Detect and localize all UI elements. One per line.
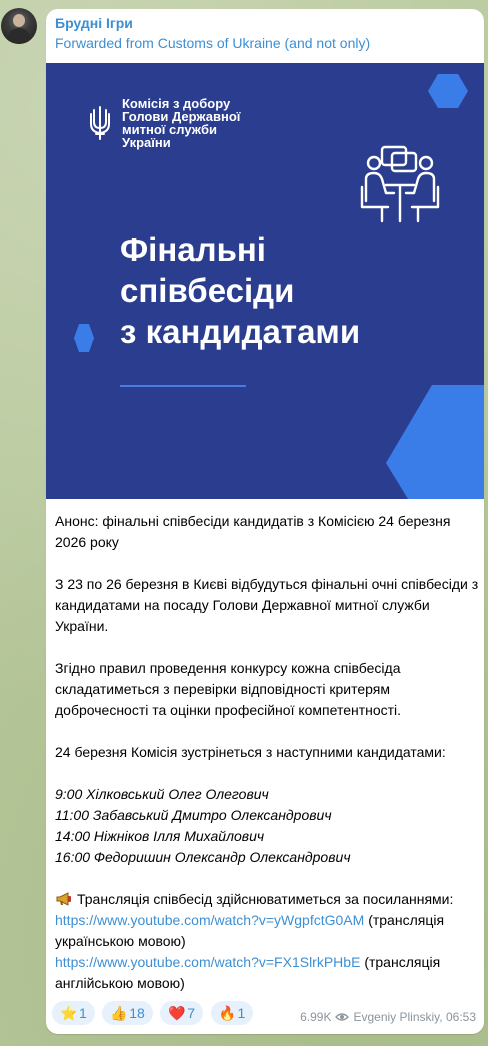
candidate-list [55, 784, 479, 868]
commission-line: Комісія з добору [122, 96, 231, 111]
view-count: 6.99K [300, 1010, 332, 1024]
reaction-count: 18 [129, 1005, 145, 1021]
link-note: (трансляція українською мовою) [55, 912, 445, 949]
hexagon-large-bottom [386, 385, 484, 499]
message-paragraph: З 23 по 26 березня в Києві відбудуться фінальні очні співбесіди з кандидатами на посаду Голови Державної митної служби України. [55, 576, 479, 634]
avatar-head [13, 14, 25, 27]
message-header [55, 15, 476, 52]
headline-line: з кандидатами [120, 313, 361, 350]
message-bubble [46, 9, 484, 1034]
avatar-body [7, 28, 31, 44]
message-meta: 6.99K Evgeniy Plinskiy, 06:53 [300, 1010, 476, 1024]
headline-underline [120, 385, 246, 387]
message-paragraph: Анонс: фінальні співбесіди кандидатів з Комісією 24 березня 2026 року [55, 513, 451, 550]
commission-name [122, 97, 292, 149]
reaction-count: 1 [79, 1005, 87, 1021]
reaction-star[interactable] [52, 1001, 95, 1025]
thumbs-up-icon: 👍 [110, 1005, 128, 1021]
eye-icon [335, 1012, 349, 1022]
message-paragraph: 24 березня Комісія зустрінеться з наступними кандидатами: [55, 744, 446, 760]
forwarded-prefix: Forwarded from [55, 35, 154, 51]
post-time: 06:53 [445, 1010, 476, 1024]
candidate-item: 16:00 Федоришин Олександр Олександрович [55, 849, 351, 865]
message-text [55, 511, 479, 994]
post-author: Evgeniy Plinskiy [353, 1010, 440, 1024]
commission-line: митної служби [122, 122, 217, 137]
commission-line: Голови Державної [122, 109, 241, 124]
reaction-count: 7 [187, 1005, 196, 1021]
announcement-image[interactable] [46, 63, 484, 499]
forwarded-source-link[interactable]: Customs of Ukraine (and not only) [157, 35, 371, 51]
reaction-heart[interactable] [160, 1001, 203, 1025]
interview-icon [360, 145, 440, 223]
headline-line: співбесіди [120, 272, 295, 309]
trident-emblem-icon [90, 106, 110, 140]
candidate-item: 9:00 Хілковський Олег Олегович [55, 786, 269, 802]
megaphone-icon [55, 892, 73, 906]
headline-line: Фінальні [120, 231, 266, 268]
channel-name[interactable]: Брудні Ігри [55, 15, 133, 31]
youtube-link-ukrainian[interactable]: https://www.youtube.com/watch?v=yWgpfctG0AM [55, 912, 365, 928]
reaction-count: 1 [237, 1005, 246, 1021]
fire-icon: 🔥 [218, 1005, 236, 1021]
candidate-item: 11:00 Забавський Дмитро Олександрович [55, 807, 332, 823]
link-note: (трансляція англійською мовою) [55, 954, 441, 991]
candidate-item: 14:00 Ніжніков Ілля Михайлович [55, 828, 265, 844]
channel-avatar[interactable] [1, 8, 37, 44]
youtube-link-english[interactable]: https://www.youtube.com/watch?v=FX1SlrkPHbE [55, 954, 361, 970]
broadcast-block [55, 889, 479, 994]
reaction-thumbs-up[interactable] [102, 1001, 153, 1025]
broadcast-intro: Трансляція співбесід здійснюватиметься за посиланнями: [77, 891, 454, 907]
hexagon-small-top [428, 74, 468, 108]
star-icon: ⭐ [60, 1005, 78, 1021]
hexagon-small-left [74, 324, 94, 352]
heart-icon: ❤️ [168, 1005, 186, 1021]
image-headline [120, 229, 460, 352]
commission-line: України [122, 135, 171, 150]
forwarded-from [55, 34, 476, 52]
reaction-fire[interactable] [211, 1001, 254, 1025]
message-paragraph: Згідно правил проведення конкурсу кожна співбесіда складатиметься з перевірки відповідності критерям доброчесності та оцінки професійної компетентності. [55, 660, 402, 718]
reactions-bar [52, 1001, 256, 1025]
